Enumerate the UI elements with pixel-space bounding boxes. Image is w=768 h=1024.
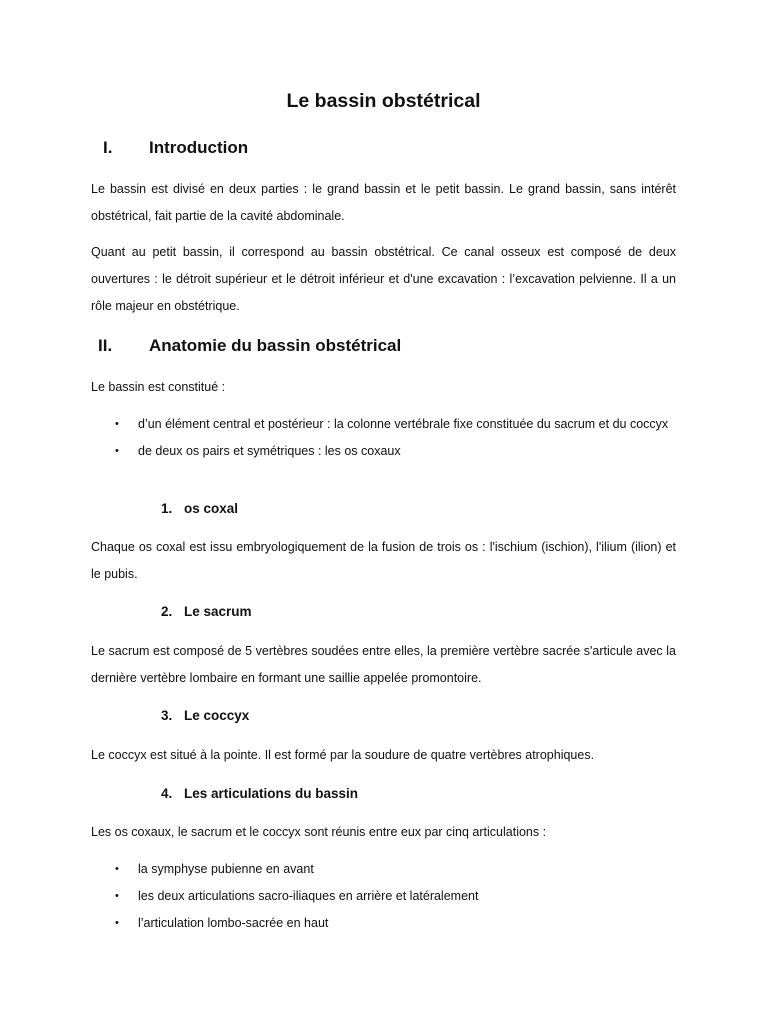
section-number: II. bbox=[98, 336, 113, 355]
list-item-text: de deux os pairs et symétriques : les os coxaux bbox=[138, 444, 401, 458]
list-item bbox=[91, 856, 676, 883]
section-heading-introduction bbox=[91, 136, 248, 160]
paragraph: Quant au petit bassin, il correspond au bassin obstétrical. Ce canal osseux est composé de deux ouvertures : le détroit supérieur et le détroit inférieur et d'une excavation : l’excavation pelvienne. Il a un rôle majeur en obstétrique. bbox=[91, 245, 676, 313]
bullet-icon: • bbox=[115, 445, 119, 457]
paragraph: Les os coxaux, le sacrum et le coccyx sont réunis entre eux par cinq articulations : bbox=[91, 825, 547, 839]
list-item bbox=[91, 883, 676, 910]
list-item-text: les deux articulations sacro-iliaques en arrière et latéralement bbox=[138, 889, 479, 903]
bullet-icon: • bbox=[115, 863, 119, 875]
paragraph: Le bassin est divisé en deux parties : le grand bassin et le petit bassin. Le grand bassin, sans intérêt obstétrical, fait partie de la cavité abdominale. bbox=[91, 182, 676, 223]
list-item bbox=[91, 438, 676, 465]
list-item bbox=[91, 910, 676, 937]
list-item-text: d’un élément central et postérieur : la colonne vertébrale fixe constituée du sacrum et du coccyx bbox=[138, 417, 669, 431]
section-heading-anatomie bbox=[91, 334, 401, 358]
list-item bbox=[91, 411, 676, 438]
subsection-heading-text: Les articulations du bassin bbox=[184, 786, 359, 801]
subsection-heading-sacrum bbox=[91, 602, 252, 622]
paragraph: Le bassin est constitué : bbox=[91, 380, 226, 394]
bullet-list bbox=[91, 856, 676, 937]
paragraph: Le coccyx est situé à la pointe. Il est formé par la soudure de quatre vertèbres atrophiques. bbox=[91, 748, 595, 762]
paragraph: Chaque os coxal est issu embryologiquement de la fusion de trois os : l'ischium (ischion), l'ilium (ilion) et le pubis. bbox=[91, 540, 676, 581]
bullet-icon: • bbox=[115, 418, 119, 430]
bullet-icon: • bbox=[115, 890, 119, 902]
subsection-heading-coccyx bbox=[91, 706, 249, 726]
list-item-text: la symphyse pubienne en avant bbox=[138, 862, 314, 876]
subsection-heading-articulations bbox=[91, 784, 358, 804]
list-item-text: l’articulation lombo-sacrée en haut bbox=[138, 916, 329, 930]
section-heading-text: Anatomie du bassin obstétrical bbox=[149, 336, 402, 355]
paragraph: Le sacrum est composé de 5 vertèbres soudées entre elles, la première vertèbre sacrée s'articule avec la dernière vertèbre lombaire en formant une saillie appelée promontoire. bbox=[91, 644, 676, 685]
subsection-heading-text: Le coccyx bbox=[184, 708, 250, 723]
subsection-heading-os-coxal bbox=[91, 499, 238, 519]
bullet-icon: • bbox=[115, 917, 119, 929]
subsection-number: 1. bbox=[161, 501, 173, 516]
subsection-heading-text: os coxal bbox=[184, 501, 239, 516]
section-number: I. bbox=[103, 138, 113, 157]
subsection-number: 2. bbox=[161, 604, 173, 619]
section-heading-text: Introduction bbox=[149, 138, 249, 157]
document-title: Le bassin obstétrical bbox=[286, 90, 481, 112]
subsection-number: 4. bbox=[161, 786, 173, 801]
subsection-heading-text: Le sacrum bbox=[184, 604, 252, 619]
bullet-list bbox=[91, 411, 676, 465]
subsection-number: 3. bbox=[161, 708, 173, 723]
